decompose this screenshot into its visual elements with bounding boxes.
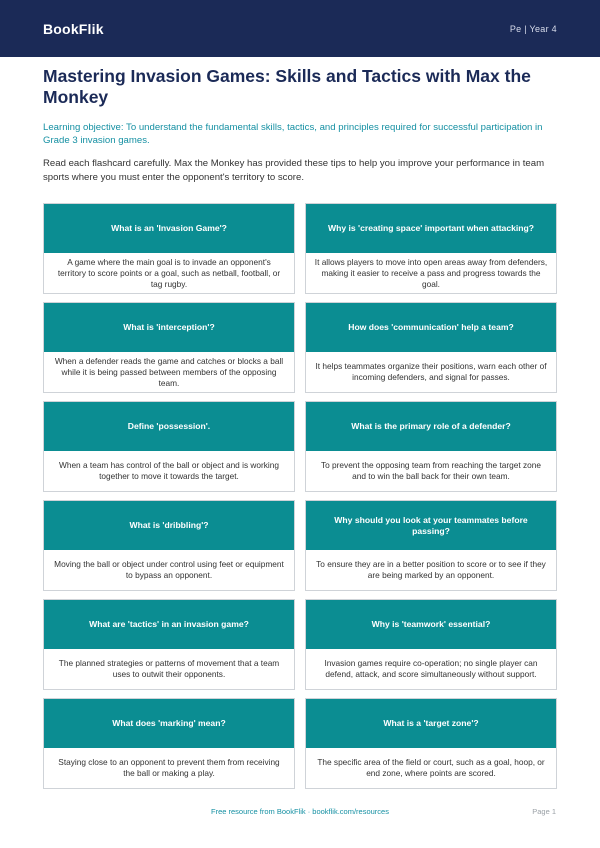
flashcard-answer: It helps teammates organize their positions, warn each other of incoming defenders, and signal for passes. [315, 361, 547, 382]
flashcard-question: What does 'marking' mean? [44, 699, 294, 748]
flashcard-answer: When a team has control of the ball or object and is working together to move it towards the target. [59, 460, 279, 481]
flashcard-question: Why should you look at your teammates before passing? [306, 501, 556, 550]
subject-year-label: Pe | Year 4 [509, 23, 557, 34]
flashcard-question: Define 'possession'. [44, 402, 294, 451]
flashcard-answer: A game where the main goal is to invade an opponent's territory to score points or a goal, such as netball, football, or tag rugby. [57, 256, 281, 289]
header-bar [0, 0, 600, 57]
flashcard [305, 302, 557, 393]
flashcard [305, 599, 557, 690]
flashcard [305, 698, 557, 789]
flashcard-answer: It allows players to move into open areas away from defenders, making it easier to receive a pass and progress towards the goal. [314, 256, 548, 289]
flashcard [43, 599, 295, 690]
flashcard-answer: Moving the ball or object under control using feet or equipment to bypass an opponent. [54, 559, 284, 580]
flashcard [43, 698, 295, 789]
brand-logo-text[interactable]: BookFlik [43, 20, 104, 37]
flashcard-question: How does 'communication' help a team? [306, 303, 556, 352]
flashcard-answer: Invasion games require co-operation; no single player can defend, attack, and score simultaneously without support. [324, 658, 538, 679]
page-title: Mastering Invasion Games: Skills and Tactics with Max the Monkey [43, 66, 531, 107]
flashcard-question: What is an 'Invasion Game'? [44, 204, 294, 253]
flashcard-question: What is 'interception'? [44, 303, 294, 352]
flashcard-grid [43, 203, 557, 789]
flashcard [43, 302, 295, 393]
flashcard [43, 203, 295, 294]
flashcard-question: What are 'tactics' in an invasion game? [44, 600, 294, 649]
flashcard [43, 500, 295, 591]
flashcard-question: What is 'dribbling'? [44, 501, 294, 550]
flashcard-question: Why is 'creating space' important when attacking? [306, 204, 556, 253]
flashcard [305, 401, 557, 492]
learning-objective: Learning objective: To understand the fundamental skills, tactics, and principles required for successful participation in Grade 3 invasion games. [43, 122, 543, 146]
flashcard-answer: When a defender reads the game and catches or blocks a ball while it is being passed between members of the opposing team. [54, 355, 284, 388]
flashcard-answer: The specific area of the field or court, such as a goal, hoop, or end zone, where points are scored. [317, 757, 545, 778]
intro-text: Read each flashcard carefully. Max the Monkey has provided these tips to help you improve your performance in team sports where you must enter the opponent's territory to score. [43, 158, 545, 183]
flashcard [305, 500, 557, 591]
flashcard [43, 401, 295, 492]
flashcard-question: What is the primary role of a defender? [306, 402, 556, 451]
flashcard-question: Why is 'teamwork' essential? [306, 600, 556, 649]
flashcard-question: What is a 'target zone'? [306, 699, 556, 748]
flashcard-answer: To ensure they are in a better position to score or to see if they are being marked by an opponent. [316, 559, 546, 580]
page-number: Page 1 [532, 807, 556, 816]
flashcard-answer: The planned strategies or patterns of movement that a team uses to outwit their opponents. [58, 658, 280, 679]
flashcard-answer: To prevent the opposing team from reaching the target zone and to win the ball back for their own team. [320, 460, 541, 481]
footer-credit[interactable]: Free resource from BookFlik · bookflik.com/resources [211, 807, 389, 816]
flashcard [305, 203, 557, 294]
flashcard-answer: Staying close to an opponent to prevent them from receiving the ball or making a play. [58, 757, 280, 778]
